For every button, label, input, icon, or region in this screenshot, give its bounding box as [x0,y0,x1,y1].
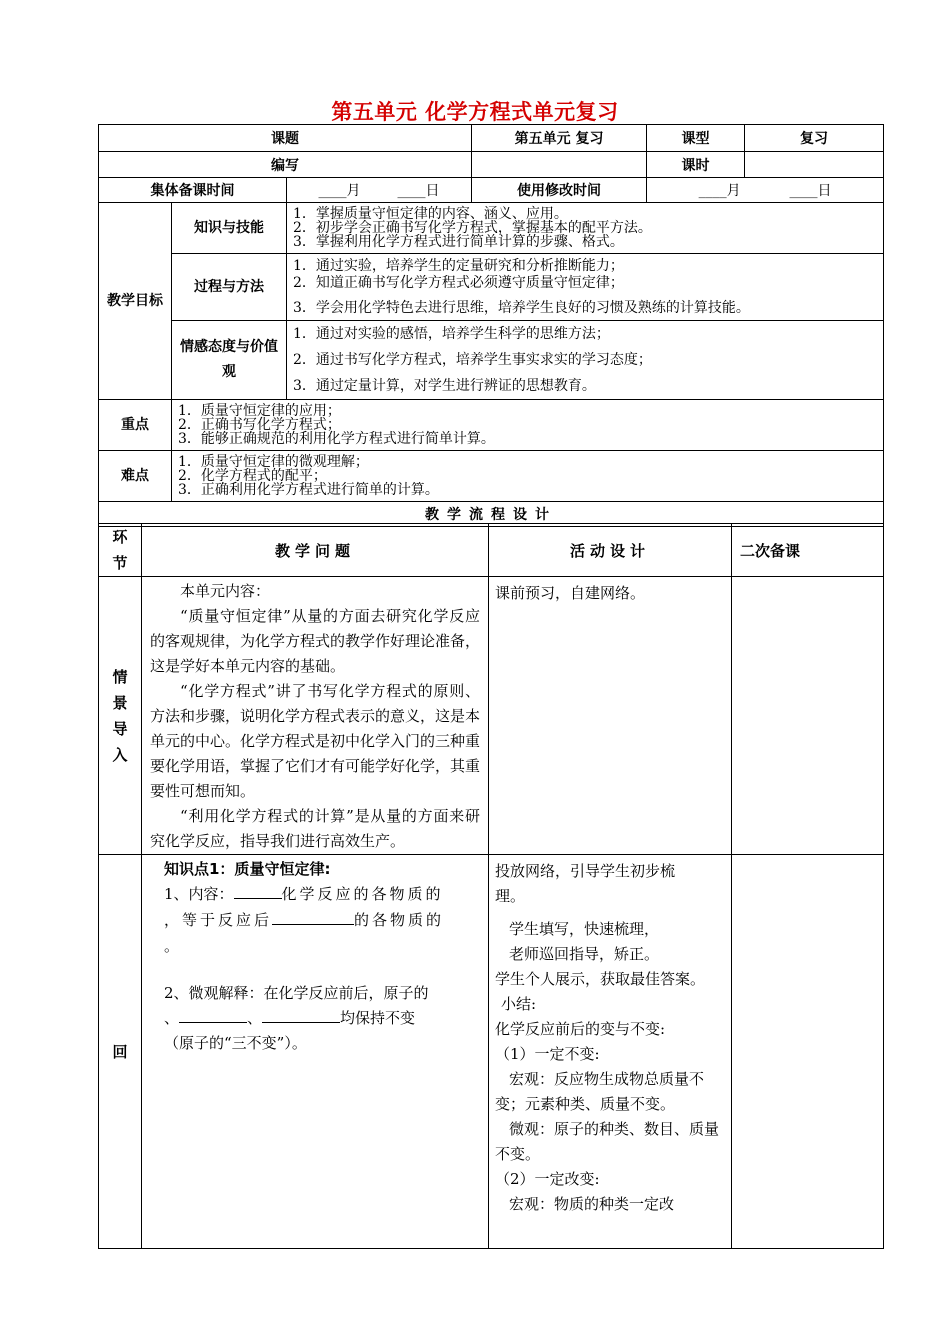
activity-line: （1）一定不变: [495,1045,600,1063]
revise-day: ____日 [789,183,832,199]
objective-knowledge-list [287,203,884,254]
blank-field[interactable] [234,882,282,899]
objective-label-attitude: 情感态度与价值观 [172,321,287,400]
activity-line: 学生个人展示，获取最佳答案。 [495,970,706,988]
author-value [472,152,647,178]
list-item: 2．通过书写化学方程式，培养学生事实求实的学习态度； [293,352,652,368]
objectives-label: 教学目标 [99,203,172,400]
period-value [745,152,884,178]
revise-month: ____月 [698,183,741,199]
blank-field[interactable] [272,908,354,925]
list-item: 3．通过定量计算，对学生进行辨证的思想教育。 [293,378,596,394]
collective-month: ____月 [318,183,361,199]
list-item: 1．通过实验，培养学生的定量研究和分析推断能力； [293,257,624,274]
list-item: 2．正确书写化学方程式； [178,417,341,433]
intro-activity-text: 课前预习，自建网络。 [495,584,646,602]
col-header-second-prep: 二次备课 [732,524,884,577]
lesson-plan-table [98,124,884,527]
col-header-problem: 教学问题 [142,524,489,577]
collective-time-label: 集体备课时间 [99,178,287,203]
blank-field[interactable] [179,1006,247,1023]
key-points-label: 重点 [99,400,172,451]
q2-text: 、 [164,1009,180,1027]
type-label: 课型 [647,125,745,152]
intro-activity-cell [489,577,732,855]
revise-time-label: 使用修改时间 [472,178,647,203]
difficult-points-label: 难点 [99,451,172,502]
type-value: 复习 [745,125,884,152]
col-header-activity: 活动设计 [489,524,732,577]
q2-text: （原子的“三不变”）。 [164,1034,307,1052]
intro-second-prep-cell [732,577,884,855]
key-points-list [172,400,884,451]
objective-label-knowledge: 知识与技能 [172,203,287,254]
activity-line: 微观：原子的种类、数目、质量不变。 [495,1120,720,1163]
activity-line: （2）一定改变: [495,1170,600,1188]
page-title: 第五单元 化学方程式单元复习 [331,100,619,124]
list-item: 1．质量守恒定律的微观理解； [178,454,369,470]
topic-label: 课题 [99,125,472,152]
list-item: 2．化学方程式的配平； [178,468,327,484]
stage-intro-text: 情景导入 [112,667,128,764]
flow-title: 教学流程设计 [99,502,884,527]
kp1-question-2 [164,981,478,1056]
collective-time-value [287,178,472,203]
activity-line: 宏观：物质的种类一定改 [509,1195,675,1213]
kp1-question-1 [164,881,478,959]
list-item: 3．正确利用化学方程式进行简单的计算。 [178,482,439,498]
intro-paragraph: “化学方程式”讲了书写化学方程式的原则、方法和步骤，说明化学方程式表示的意义，这是本单元的中心。化学方程式是初中化学入门的三种重要化学用语，掌握了它们才有可能学好化学，其重要性可想而知。 [150,682,481,800]
q1-text: 。 [164,937,180,955]
difficult-points-list [172,451,884,502]
list-item: 3．能够正确规范的利用化学方程式进行简单计算。 [178,431,495,447]
activity-line: 小结: [501,995,537,1013]
review-activity-cell [489,855,732,1249]
review-problem-cell [142,855,489,1249]
list-item: 1．质量守恒定律的应用； [178,403,341,419]
author-label: 编写 [99,152,472,178]
collective-day: ____日 [397,183,440,199]
review-second-prep-cell [732,855,884,1249]
topic-value: 第五单元 复习 [472,125,647,152]
list-item: 3．学会用化学特色去进行思维，培养学生良好的习惯及熟练的计算技能。 [293,299,750,316]
stage-review [99,855,142,1249]
list-item: 2．知道正确书写化学方程式必须遵守质量守恒定律； [293,274,624,291]
activity-line: 老师巡回指导，矫正。 [509,945,660,963]
blank-field[interactable] [262,1006,340,1023]
stage-intro [99,577,142,855]
activity-line: 投放网络，引导学生初步梳 [495,862,676,880]
objective-label-process: 过程与方法 [172,254,287,321]
revise-time-value [647,178,884,203]
col-header-stage-text: 环节 [112,528,128,572]
q2-text: 均保持不变 [340,1009,416,1027]
q2-text: 、 [247,1009,263,1027]
objective-attitude-list [287,321,884,400]
list-item: 1．掌握质量守恒定律的内容、涵义、应用。 [293,206,568,222]
intro-problem-cell [142,577,489,855]
list-item: 2．初步学会正确书写化学方程式，掌握基本的配平方法。 [293,220,652,236]
q1-text: ，等于反应后 [164,911,273,929]
q2-text: 2、微观解释：在化学反应前后，原子的 [164,984,429,1002]
intro-paragraph: 本单元内容： [180,582,271,600]
q1-text: 1、内容： [164,885,234,903]
intro-paragraph: “利用化学方程式的计算”是从量的方面来研究化学反应，指导我们进行高效生产。 [150,807,480,850]
q1-text: 的各物质的 [354,911,445,929]
activity-line: 学生填写，快速梳理， [509,920,660,938]
activity-line: 化学反应前后的变与不变: [495,1020,666,1038]
col-header-stage [99,524,142,577]
activity-line: 宏观：反应物生成物总质量不变；元素种类、质量不变。 [495,1070,705,1113]
stage-review-text: 回 [112,1042,128,1061]
q1-text: 化学反应的各物质的 [281,885,444,903]
kp1-title: 知识点1：质量守恒定律: [164,860,331,878]
list-item: 3．掌握利用化学方程式进行简单计算的步骤、格式。 [293,234,624,250]
period-label: 课时 [647,152,745,178]
activity-line: 理。 [495,887,526,905]
list-item: 1．通过对实验的感悟，培养学生科学的思维方法； [293,326,610,342]
intro-paragraph: “质量守恒定律”从量的方面去研究化学反应的客观规律，为化学方程式的教学作好理论准备，这是学好本单元内容的基础。 [150,607,481,675]
flow-table [98,523,884,1249]
objective-process-list [287,254,884,321]
